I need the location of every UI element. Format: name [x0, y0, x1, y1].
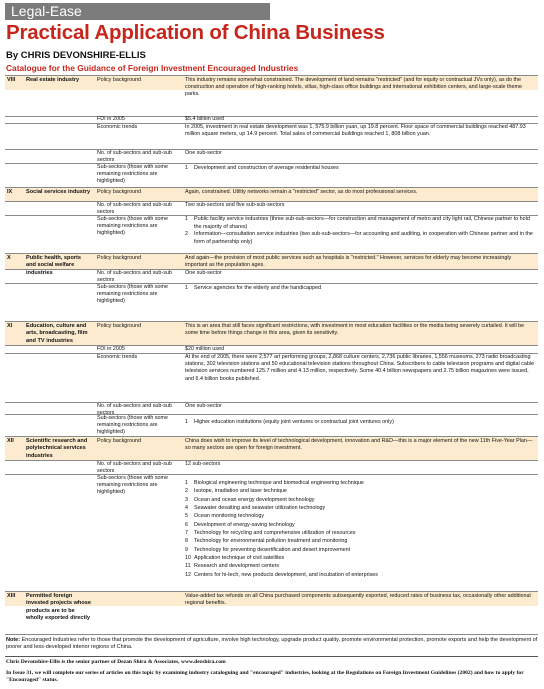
row-label: Economic trends: [97, 124, 138, 130]
list-item: 2 Information—consultation service industries (two sub-sub-sectors—for accounting and auditing, in cooperation with Chinese partner and in the form of partnership only): [185, 231, 533, 245]
row-value: This is an area that still faces significant restrictions, with investment in most education facilities or the media being severely curtailed. It will be some time before things change in this area, given its sensitivity.: [185, 323, 525, 337]
list-item: 1 Development and construction of average residential houses: [185, 165, 339, 171]
section-name: Public health, sports and social welfare industries: [26, 255, 82, 276]
section-number: XII: [7, 438, 14, 444]
row-label: Sub-sectors (those with some remaining restrictions are highlighted): [97, 164, 169, 185]
row-label: Policy background: [97, 77, 142, 83]
list-item: 7 Technology for recycling and comprehensive utilization of resources: [185, 530, 356, 537]
table-subtitle: Catalogue for the Guidance of Foreign Investment Encouraged Industries: [6, 63, 299, 73]
section-name: Scientific research and polytechnical services industries: [26, 438, 88, 459]
row-label: Economic trends: [97, 354, 138, 360]
list-item: 12 Centers for hi-tech, new products development, and incubation of enterprises: [185, 571, 378, 578]
row-value: One sub-sector: [185, 403, 222, 409]
row-label: FDI in 2005: [97, 346, 125, 352]
section-number: XIII: [7, 593, 16, 599]
list-item: 1 Higher education institutions (equity joint ventures or contractual joint ventures only): [185, 419, 394, 425]
row-label: No. of sub-sectors and sub-sub sectors: [97, 461, 172, 475]
row-value: Value-added tax refunds on all China purchased components subsequently exported, reduced rates of business tax, occasionally other additional regional benefits.: [185, 593, 531, 607]
row-value: And again—the provision of most public services such as hospitals is "restricted." However, services for elderly may become increasingly important as the population ages.: [185, 255, 512, 269]
row-value: This industry remains somewhat constrained. The development of land remains "restricted" (and for equity or contractual JVs only), as do the construction and operation of high-ranking hotels, villas, high-class office buildings and international exhibition centers, and large-scale theme parks.: [185, 77, 523, 98]
list-item: 10 Application technique of civil satellites: [185, 555, 285, 562]
row-value: In 2005, investment in real estate development was 1, 575.9 billion yuan, up 19.8 percent. Floor space of commercial buildings reached 487.93 million square meters, up 14.9 percent. Total sales of commercial buildings reached 1, 808 billion yuan.: [185, 124, 526, 138]
section-number: XI: [7, 323, 13, 329]
sub-sector-list: [185, 216, 535, 246]
row-value: Again, constrained. Utility networks remain a "restricted" sector, as do most professional services.: [185, 189, 418, 195]
row-value: 12 sub-sectors: [185, 461, 221, 467]
row-value: One sub-sector: [185, 150, 222, 156]
article-title: Practical Application of China Business: [6, 21, 385, 44]
next-issue-note: In Issue 31, we will complete our series of articles on this topic by examining industry cataloguing and "encouraged" industries, looking at the Regulations on Foreign Investment Guidelines (2002) and how to apply for "Encouraged" status.: [6, 670, 524, 684]
section-name: Permitted foreign invested projects whose products are to be wholly exported directly: [26, 593, 91, 622]
row-label: Sub-sectors (those with some remaining restrictions are highlighted): [97, 475, 169, 496]
section-number: IX: [7, 189, 13, 195]
list-item: 5 Ocean monitoring technology: [185, 513, 265, 520]
row-value: At the end of 2005, there were 2,577 art performing groups, 2,868 culture centers, 2,736 public libraries, 1,556 museums, 273 radio broadcasting stations, 302 television stations and 50 educational television stations throughout China. Subscribers to cable television programs and digital cable television services numbered 125.7 million and 4.13 million, respectively. Some 40.4 billion newspapers and 2.75 billion magazines were issued, and 6.4 billion books published.: [185, 354, 535, 382]
sub-sector-list: [185, 479, 535, 579]
section-name: Social services industry: [26, 189, 91, 195]
row-label: No. of sub-sectors and sub-sub sectors: [97, 403, 172, 417]
row-label: Policy background: [97, 255, 142, 261]
row-label: No. of sub-sectors and sub-sub sectors: [97, 150, 172, 164]
list-item: 6 Development of energy-saving technology: [185, 521, 295, 528]
catalogue-table: [5, 75, 538, 634]
note-text: Encouraged Industries refer to those that promote the development of agriculture, involve high technology, upgrade product quality, promote environmental protection, promote exports and help the development of poorer and less-developed interior regions of China.: [6, 637, 538, 651]
row-label: Policy background: [97, 438, 142, 444]
row-value: $20 million used: [185, 346, 224, 352]
author-bio: Chris Devonshire-Ellis is the senior partner of Dezan Shira & Associates, www.dezshira.com: [6, 659, 226, 665]
footer-divider: [5, 656, 538, 657]
note-label: Note:: [6, 637, 21, 643]
section-number: VIII: [7, 77, 16, 83]
list-item: 1 Biological engineering technique and biomedical engineering technique: [185, 480, 364, 486]
row-value: $5.4 billion used: [185, 116, 224, 122]
list-item: 9 Technology for preventing desertification and desert improvement: [185, 546, 351, 553]
row-label: No. of sub-sectors and sub-sub sectors: [97, 270, 172, 284]
table-note: [6, 637, 538, 652]
sub-sector-list: [185, 419, 535, 427]
row-label: No. of sub-sectors and sub-sub sectors: [97, 202, 172, 216]
section-name: Real estate industry: [26, 77, 80, 83]
row-value: China does wish to improve its level of technological development, innovation and R&D—this is a major element of the new 11th Five-Year Plan—so many sectors are open for foreign investment.: [185, 438, 533, 452]
row-value: One sub-sector: [185, 270, 222, 276]
list-item: 8 Technology for environmental pollution treatment and monitoring: [185, 538, 348, 545]
row-label: Policy background: [97, 323, 142, 329]
row-label: Policy background: [97, 189, 142, 195]
row-label: FDI in 2005: [97, 116, 125, 122]
section-number: X: [7, 255, 11, 261]
list-item: 2 Isotope, irradiation and laser technique: [185, 488, 287, 495]
row-label: Sub-sectors (those with some remaining restrictions are highlighted): [97, 216, 169, 237]
list-item: 1 Public facility service industries (three sub-sub-sectors—for construction and management of metro and city light rail, Chinese partner to hold the majority of shares): [185, 216, 530, 230]
column-name: Legal-Ease: [11, 3, 82, 19]
sub-sector-list: [185, 285, 535, 293]
sub-sector-list: [185, 165, 535, 173]
row-label: Sub-sectors (those with some remaining restrictions are highlighted): [97, 415, 169, 436]
list-item: 4 Seawater desalting and seawater utilization technology: [185, 505, 326, 512]
list-item: 3 Ocean and ocean energy development technology: [185, 496, 315, 503]
row-value: Two sub-sectors and five sub-sub-sectors: [185, 202, 285, 208]
list-item: 1 Service agencies for the elderly and the handicapped: [185, 285, 322, 291]
section-name: Education, culture and arts, broadcasting, film and TV industries: [26, 323, 88, 344]
byline: By CHRIS DEVONSHIRE-ELLIS: [6, 50, 146, 61]
row-label: Sub-sectors (those with some remaining restrictions are highlighted): [97, 284, 169, 305]
column-header-band: [5, 3, 270, 20]
list-item: 11 Research and development centers: [185, 563, 280, 570]
